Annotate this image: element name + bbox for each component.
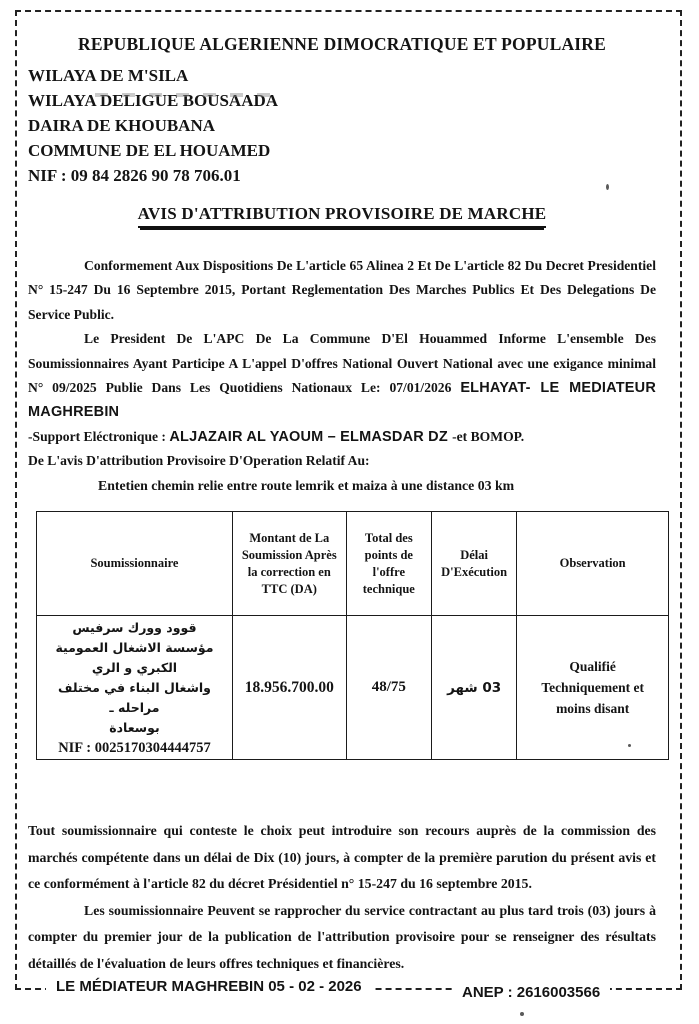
support-electronique-line <box>28 425 656 449</box>
scan-artifact-speck <box>628 744 631 747</box>
anep-number-label: ANEP : 2616003566 <box>452 984 610 1001</box>
legal-footer <box>28 818 656 977</box>
header-soumissionnaire: Soumissionnaire <box>37 512 233 616</box>
support-label: -Support Eléctronique : <box>28 428 170 444</box>
table-header-row <box>37 512 669 616</box>
journal-names-highlight: ELHAYAT- LE MEDIATEUR MAGHREBIN <box>28 380 656 421</box>
operation-object-line: Entetien chemin relie entre route lemrik et maiza à une distance 03 km <box>98 477 515 493</box>
company-name-arabic: قوود وورك سرفيس <box>72 620 197 636</box>
notice-title-wrap <box>28 204 656 228</box>
support-suffix: -et BOMOP. <box>452 428 525 444</box>
scan-artifact-smudge <box>95 93 280 97</box>
company-activity-arabic: مؤسسة الاشغال العمومية الكبري و الري <box>55 640 214 676</box>
table-row <box>37 616 669 760</box>
scan-artifact-speck <box>520 1012 524 1016</box>
header-montant: Montant de La Soumission Après la correction en TTC (DA) <box>232 512 346 616</box>
daira-line: DAIRA DE KHOUBANA <box>28 116 216 135</box>
notice-title: AVIS D'ATTRIBUTION PROVISOIRE DE MARCHE <box>138 204 547 228</box>
cell-observation: Qualifié Techniquement et moins disant <box>517 616 669 760</box>
support-electronic-journals: ALJAZAIR AL YAOUM – ELMASDAR DZ <box>169 428 453 445</box>
header-delai: Délai D'Exécution <box>431 512 516 616</box>
notice-body <box>28 254 656 498</box>
wilaya-line: WILAYA DE M'SILA <box>28 66 189 85</box>
commune-line: COMMUNE DE EL HOUAMED <box>28 141 271 160</box>
company-city-arabic: بوسعادة <box>109 720 160 736</box>
header-points: Total des points de l'offre technique <box>346 512 431 616</box>
avis-relatif-line: De L'avis D'attribution Provisoire D'Operation Relatif Au: <box>28 453 370 469</box>
issuing-authority-block <box>28 63 656 188</box>
wilaya-deleguee-line: WILAYA DELIGUE BOUSAADA <box>28 91 279 110</box>
company-nif: NIF : 0025170304444757 <box>58 740 211 757</box>
notice-document <box>15 10 682 990</box>
paragraph-conformement: Conformement Aux Dispositions De L'article 65 Alinea 2 Et De L'article 82 Du Decret Presidentiel N° 15-247 Du 16 Septembre 2015, Portant Reglementation Des Marches Publics Et Des Delegations De Service Public. <box>28 258 656 322</box>
attribution-table <box>36 511 669 760</box>
paragraph-renseigner: Les soumissionnaire Peuvent se rapprocher du service contractant au plus tard trois (03) jours à compter du premier jour de la publication de l'attribution provisoire pour se renseigner des résultats détaillés de l'évaluation de leurs offres techniques et financières. <box>28 902 656 971</box>
cell-delai: 03 شهر <box>431 616 516 760</box>
cell-montant: 18.956.700.00 <box>232 616 346 760</box>
header-observation: Observation <box>517 512 669 616</box>
paragraph-president-serif: Le President De L'APC De La Commune D'El Houammed Informe L'ensemble Des Soumissionnaires Ayant Participe A L'appel D'offres National Ouvert National avec une exigance minimal N° 09/2025 Publie Dans Les Quotidiens Nationaux Le: 07/01/2026 <box>28 331 656 396</box>
republic-heading: REPUBLIQUE ALGERIENNE DIMOCRATIQUE ET POPULAIRE <box>78 34 606 54</box>
nif-line: NIF : 09 84 2826 90 78 706.01 <box>28 166 241 185</box>
company-activity2-arabic: واشغال البناء في مختلف مراحله ـ <box>57 680 211 716</box>
cell-soumissionnaire <box>37 616 233 760</box>
paragraph-president <box>28 327 656 425</box>
scan-artifact-speck <box>606 184 609 190</box>
paragraph-recours: Tout soumissionnaire qui conteste le choix peut introduire son recours auprès de la commission des marchés compétente dans un délai de Dix (10) jours, à compter de la première parution du présent avis et ce conformément à l'article 82 du décret Présidentiel n° 15-247 du 16 septembre 2015. <box>28 823 656 892</box>
cell-points: 48/75 <box>346 616 431 760</box>
journal-date-label: LE MÉDIATEUR MAGHREBIN 05 - 02 - 2026 <box>46 978 372 995</box>
